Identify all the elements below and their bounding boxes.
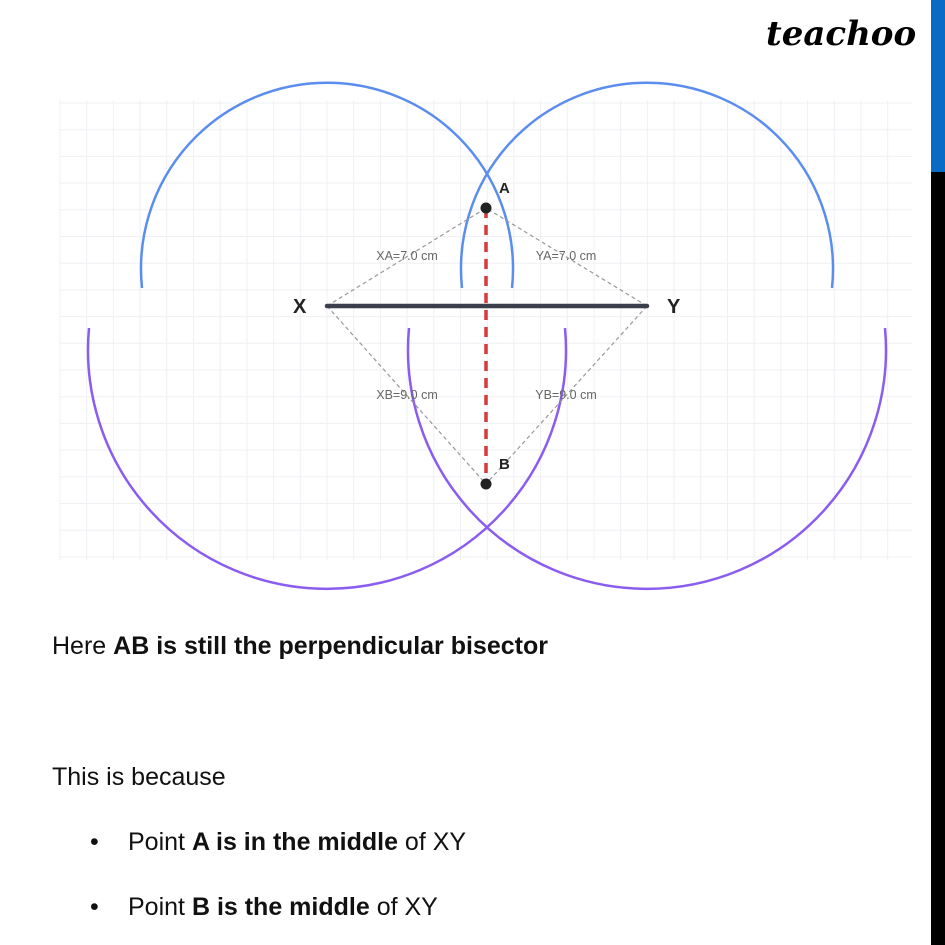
label-ya: YA=7.0 cm [535,249,597,263]
point-a-dot [481,203,492,214]
label-a: A [499,180,510,197]
reason-intro: This is because [52,763,226,791]
bullet-item: • Point B is the middle of XY [90,893,438,921]
teachoo-logo: teachoo [766,14,917,54]
statement-line: Here AB is still the perpendicular bisector [52,632,548,660]
label-b: B [499,456,510,473]
point-b-dot [481,479,492,490]
label-xa: XA=7.0 cm [376,249,438,263]
bullet-item: • Point A is in the middle of XY [90,828,467,856]
label-yb: YB=9.0 cm [535,388,597,402]
label-x: X [293,296,307,318]
label-y: Y [667,296,681,318]
label-xb: XB=9.0 cm [376,388,438,402]
